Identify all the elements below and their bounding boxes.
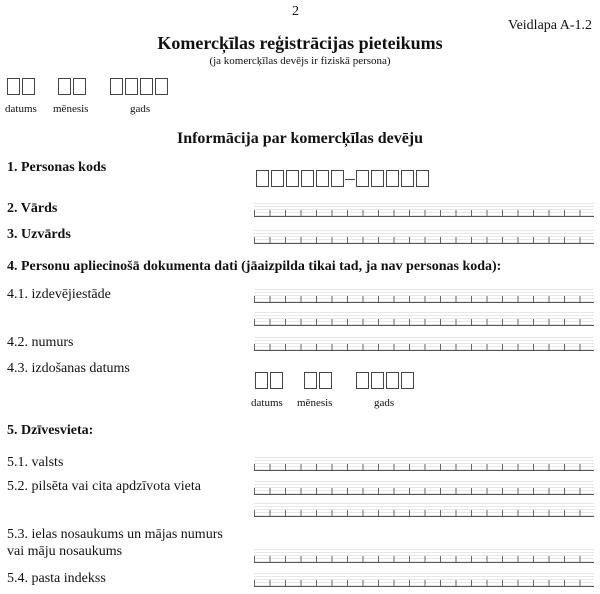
last-name-label: 3. Uzvārds (7, 227, 71, 242)
date-caption-day: datums (5, 103, 37, 115)
digit-box[interactable] (255, 372, 268, 389)
digit-box[interactable] (301, 170, 314, 187)
date-caption-year: gads (130, 103, 151, 115)
dash-separator (344, 170, 356, 187)
last-name-field[interactable] (254, 230, 594, 244)
digit-box[interactable] (371, 170, 384, 187)
date-caption-month: mēnesis (53, 103, 89, 115)
issue-date-month-boxes[interactable] (304, 372, 334, 389)
id-document-heading: 4. Personu apliecinošā dokumenta dati (jāaizpilda tikai tad, ja nav personas koda): (7, 259, 502, 274)
digit-box[interactable] (110, 78, 123, 95)
digit-box[interactable] (270, 372, 283, 389)
digit-box[interactable] (58, 78, 71, 95)
issuer-field-line2[interactable] (254, 312, 594, 326)
issue-date-caption-month: mēnesis (297, 397, 333, 409)
digit-box[interactable] (371, 372, 384, 389)
digit-box[interactable] (155, 78, 168, 95)
street-label-line2: vai māju nosaukums (7, 544, 123, 559)
country-label: 5.1. valsts (7, 455, 64, 470)
city-field-line1[interactable] (254, 481, 594, 495)
digit-box[interactable] (73, 78, 86, 95)
issue-date-label: 4.3. izdošanas datums (7, 361, 130, 376)
digit-box[interactable] (356, 372, 369, 389)
first-name-field[interactable] (254, 203, 594, 217)
document-number-field[interactable] (254, 337, 594, 351)
digit-box[interactable] (401, 170, 414, 187)
digit-box[interactable] (7, 78, 20, 95)
street-label-line1: 5.3. ielas nosaukums un mājas numurs (7, 527, 223, 542)
personal-code-label: 1. Personas kods (7, 160, 107, 175)
digit-box[interactable] (256, 170, 269, 187)
application-date-day-boxes[interactable] (7, 78, 37, 95)
form-title: Komercķīlas reģistrācijas pieteikums (157, 33, 443, 53)
digit-box[interactable] (319, 372, 332, 389)
digit-box[interactable] (386, 372, 399, 389)
digit-box[interactable] (331, 170, 344, 187)
digit-box[interactable] (416, 170, 429, 187)
document-number-label: 4.2. numurs (7, 335, 74, 350)
residence-heading: 5. Dzīvesvieta: (7, 423, 94, 438)
form-subtitle: (ja komercķīlas devējs ir fiziskā persona) (209, 55, 391, 67)
issue-date-caption-day: datums (251, 397, 283, 409)
digit-box[interactable] (316, 170, 329, 187)
digit-box[interactable] (22, 78, 35, 95)
digit-box[interactable] (286, 170, 299, 187)
issuer-field-line1[interactable] (254, 289, 594, 303)
issue-date-day-boxes[interactable] (255, 372, 285, 389)
first-name-label: 2. Vārds (7, 201, 58, 216)
postal-code-label: 5.4. pasta indekss (7, 571, 106, 586)
city-label: 5.2. pilsēta vai cita apdzīvota vieta (7, 479, 201, 494)
issue-date-caption-year: gads (374, 397, 395, 409)
form-code: Veidlapa A-1.2 (508, 18, 592, 33)
issuer-label: 4.1. izdevējiestāde (7, 287, 111, 302)
postal-code-field[interactable] (254, 573, 594, 587)
personal-code-boxes[interactable] (256, 170, 431, 187)
page-number: 2 (292, 4, 299, 19)
digit-box[interactable] (140, 78, 153, 95)
digit-box[interactable] (356, 170, 369, 187)
digit-box[interactable] (125, 78, 138, 95)
street-field[interactable] (254, 549, 594, 563)
section-title: Informācija par komercķīlas devēju (176, 130, 424, 147)
digit-box[interactable] (386, 170, 399, 187)
issue-date-year-boxes[interactable] (356, 372, 416, 389)
digit-box[interactable] (271, 170, 284, 187)
application-date-year-boxes[interactable] (110, 78, 170, 95)
country-field[interactable] (254, 457, 594, 471)
city-field-line2[interactable] (254, 503, 594, 517)
application-date-month-boxes[interactable] (58, 78, 88, 95)
digit-box[interactable] (401, 372, 414, 389)
digit-box[interactable] (304, 372, 317, 389)
